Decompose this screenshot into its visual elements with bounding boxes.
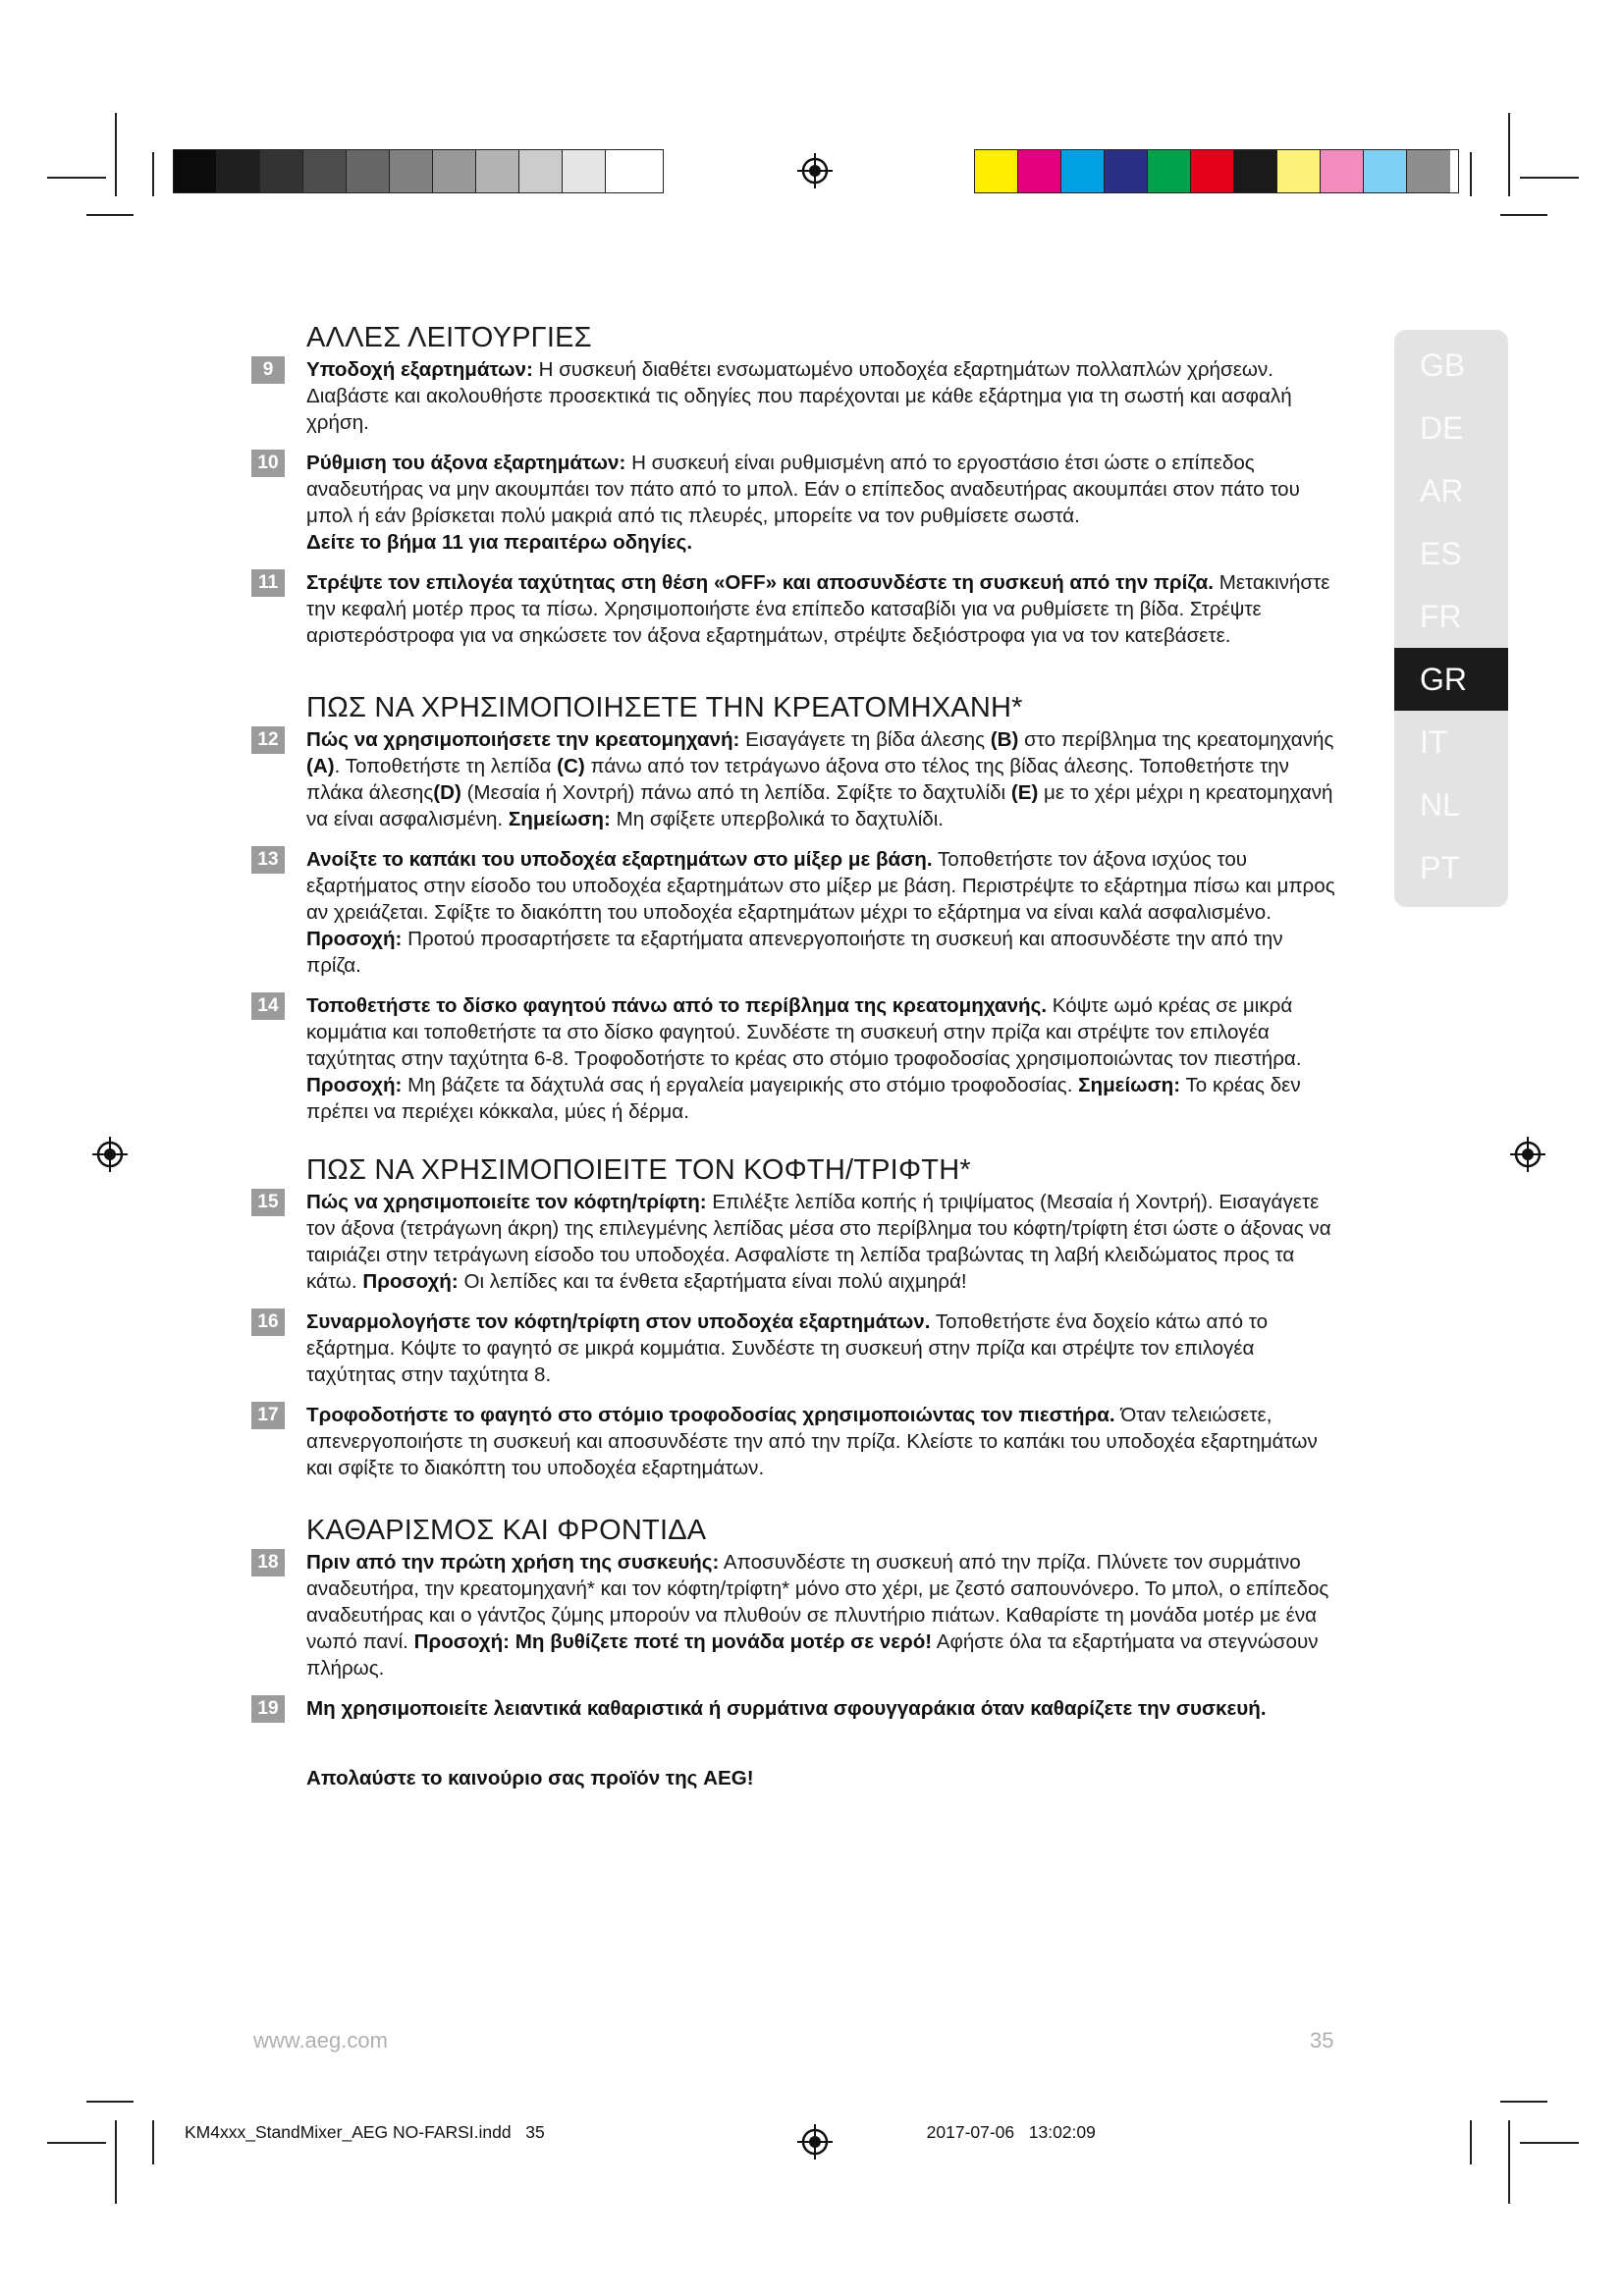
crop-mark xyxy=(1500,214,1547,216)
language-tab-es[interactable]: ES xyxy=(1420,536,1462,571)
crop-mark xyxy=(1470,2120,1472,2164)
crop-mark xyxy=(152,2120,154,2164)
crop-mark xyxy=(152,152,154,196)
crop-mark xyxy=(86,214,134,216)
crop-mark xyxy=(1470,152,1472,196)
step-number: 10 xyxy=(251,450,285,477)
language-tab-gb[interactable]: GB xyxy=(1420,347,1466,383)
color-swatch xyxy=(1321,150,1364,192)
section-heading: ΠΩΣ ΝΑ ΧΡΗΣΙΜΟΠΟΙΗΣΕΤΕ ΤΗΝ ΚΡΕΑΤΟΜΗΧΑΝΗ* xyxy=(306,692,1023,723)
gray-swatch xyxy=(606,150,649,192)
crop-mark xyxy=(1520,2142,1579,2144)
color-swatch xyxy=(1191,150,1234,192)
print-slug: KM4xxx_StandMixer_AEG NO-FARSI.indd 35 2017-07-06 13:02:09 xyxy=(185,2122,1096,2142)
crop-mark xyxy=(115,2120,117,2204)
step-number: 17 xyxy=(251,1402,285,1429)
section-heading: ΚΑΘΑΡΙΣΜΟΣ ΚΑΙ ΦΡΟΝΤΙΔΑ xyxy=(306,1515,707,1546)
footer-url[interactable]: www.aeg.com xyxy=(253,2028,388,2053)
language-tab-pt[interactable]: PT xyxy=(1420,850,1460,885)
language-tab-it[interactable]: IT xyxy=(1420,724,1448,760)
section-heading: ΠΩΣ ΝΑ ΧΡΗΣΙΜΟΠΟΙΕΙΤΕ ΤΟΝ ΚΟΦΤΗ/ΤΡΙΦΤΗ* xyxy=(306,1154,971,1186)
step-18: 18 Πριν από την πρώτη χρήση της συσκευής: Αποσυνδέστε τη συσκευή από την πρίζα. Πλύνετε τον συρμάτινο αναδευτήρα, την κρεατομηχανή* και τον κόφτη/τρίφτη* μόνο στο χέρι, με ζεστό σαπουνόνερο. Το μπολ, ο επίπεδος αναδευτήρας και ο γάντζος ζύμης μπορούν να πλυθούν σε πλυντήριο πιάτων. Καθαρίστε τη μονάδα μοτέρ με ένα νωπό πανί. Προσοχή: Μη βυθίζετε ποτέ τη μονάδα μοτέρ σε νερό! Αφήστε όλα τα εξαρτήματα να στεγνώσουν πλήρως. xyxy=(251,1549,1343,1682)
gray-swatch xyxy=(476,150,519,192)
color-bar xyxy=(974,149,1459,193)
color-swatch xyxy=(975,150,1018,192)
step-17: 17 Τροφοδοτήστε το φαγητό στο στόμιο τροφοδοσίας χρησιμοποιώντας τον πιεστήρα. Όταν τελειώσετε, απενεργοποιήστε τη συσκευή και αποσυνδέστε την από την πρίζα. Κλείστε το καπάκι του υποδοχέα εξαρτημάτων και σφίξτε το διακόπτη του υποδοχέα εξαρτημάτων. xyxy=(251,1402,1343,1481)
step-number: 14 xyxy=(251,992,285,1020)
step-14: 14 Τοποθετήστε το δίσκο φαγητού πάνω από το περίβλημα της κρεατομηχανής. Κόψτε ωμό κρέας σε μικρά κομμάτια και τοποθετήστε τα στο δίσκο φαγητού. Συνδέστε τη συσκευή στην πρίζα και στρέψτε τον επιλογέα ταχύτητας στην ταχύτητα 6-8. Τροφοδοτήστε το κρέας στο στόμιο τροφοδοσίας χρησιμοποιώντας τον πιεστήρα. Προσοχή: Μη βάζετε τα δάχτυλά σας ή εργαλεία μαγειρικής στο στόμιο τροφοδοσίας. Σημείωση: Το κρέας δεν πρέπει να περιέχει κόκκαλα, μύες ή δέρμα. xyxy=(251,992,1343,1125)
step-number: 16 xyxy=(251,1308,285,1336)
crop-mark xyxy=(1500,2101,1547,2103)
language-tab-gr[interactable]: GR xyxy=(1394,648,1508,711)
manual-content xyxy=(251,322,1343,1805)
color-swatch xyxy=(1277,150,1321,192)
color-swatch xyxy=(1061,150,1105,192)
gray-swatch xyxy=(217,150,260,192)
gray-swatch xyxy=(174,150,217,192)
step-number: 18 xyxy=(251,1549,285,1576)
gray-swatch xyxy=(303,150,347,192)
language-tab-nl[interactable]: NL xyxy=(1420,787,1460,823)
crop-mark xyxy=(1508,113,1510,196)
crop-mark xyxy=(86,2101,134,2103)
step-9: 9 Υποδοχή εξαρτημάτων: Η συσκευή διαθέτει ενσωματωμένο υποδοχέα εξαρτημάτων πολλαπλών χρήσεων. Διαβάστε και ακολουθήστε προσεκτικά τις οδηγίες που παρέχονται με κάθε εξάρτημα για τη σωστή και ασφαλή χρήση. xyxy=(251,356,1343,436)
grayscale-bar xyxy=(173,149,664,193)
registration-mark-icon xyxy=(90,1135,130,1174)
page-number: 35 xyxy=(1310,2028,1334,2053)
crop-mark xyxy=(1520,177,1579,179)
step-number: 13 xyxy=(251,846,285,874)
gray-swatch xyxy=(519,150,563,192)
step-16: 16 Συναρμολογήστε τον κόφτη/τρίφτη στον υποδοχέα εξαρτημάτων. Τοποθετήστε ένα δοχείο κάτω από το εξάρτημα. Κόψτε το φαγητό σε μικρά κομμάτια. Συνδέστε τη συσκευή στην πρίζα και στρέψτε τον επιλογέα ταχύτητας στην ταχύτητα 8. xyxy=(251,1308,1343,1388)
registration-mark-icon xyxy=(795,151,835,190)
gray-swatch xyxy=(433,150,476,192)
closing-note: Απολαύστε το καινούριο σας προϊόν της AEG! xyxy=(306,1767,754,1789)
color-swatch xyxy=(1105,150,1148,192)
color-swatch xyxy=(1364,150,1407,192)
section-heading: ΑΛΛΕΣ ΛΕΙΤΟΥΡΓΙΕΣ xyxy=(306,322,592,353)
step-number: 15 xyxy=(251,1189,285,1216)
step-10: 10 Ρύθμιση του άξονα εξαρτημάτων: Η συσκευή είναι ρυθμισμένη από το εργοστάσιο έτσι ώστε ο επίπεδος αναδευτήρας να μην ακουμπάει τον πάτο από το μπολ. Εάν ο επίπεδος αναδευτήρας ακουμπάει στον πάτο του μπολ ή εάν βρίσκεται πολύ μακριά από τις πλευρές, μπορείτε να τον ρυθμίσετε σωστά. Δείτε το βήμα 11 για περαιτέρω οδηγίες. xyxy=(251,450,1343,556)
color-swatch xyxy=(1234,150,1277,192)
color-swatch xyxy=(1018,150,1061,192)
step-number: 9 xyxy=(251,356,285,384)
step-12: 12 Πώς να χρησιμοποιήσετε την κρεατομηχανή: Εισαγάγετε τη βίδα άλεσης (B) στο περίβλημα της κρεατομηχανής (A). Τοποθετήστε τη λεπίδα (C) πάνω από τον τετράγωνο άξονα στο τέλος της βίδας άλεσης. Τοποθετήστε την πλάκα άλεσης(D) (Μεσαία ή Χοντρή) πάνω από τη λεπίδα. Σφίξτε το δαχτυλίδι (E) με το χέρι μέχρι η κρεατομηχανή να είναι ασφαλισμένη. Σημείωση: Μη σφίξετε υπερβολικά το δαχτυλίδι. xyxy=(251,726,1343,832)
crop-mark xyxy=(47,177,106,179)
language-tab-de[interactable]: DE xyxy=(1420,410,1464,446)
gray-swatch xyxy=(390,150,433,192)
step-11: 11 Στρέψτε τον επιλογέα ταχύτητας στη θέση «OFF» και αποσυνδέστε τη συσκευή από την πρίζα. Μετακινήστε την κεφαλή μοτέρ προς τα πίσω. Χρησιμοποιήστε ένα επίπεδο κατσαβίδι για να ρυθμίσετε τη βίδα. Στρέψτε αριστερόστροφα για να σηκώσετε τον άξονα εξαρτημάτων, στρέψτε δεξιόστροφα για να τον κατεβάσετε. xyxy=(251,569,1343,649)
language-tab-ar[interactable]: AR xyxy=(1420,473,1464,508)
step-number: 11 xyxy=(251,569,285,597)
crop-mark xyxy=(115,113,117,196)
color-swatch xyxy=(1407,150,1450,192)
gray-swatch xyxy=(260,150,303,192)
step-19: 19 Μη χρησιμοποιείτε λειαντικά καθαριστικά ή συρμάτινα σφουγγαράκια όταν καθαρίζετε την συσκευή. xyxy=(251,1695,1343,1722)
registration-mark-icon xyxy=(1508,1135,1547,1174)
language-tab-fr[interactable]: FR xyxy=(1420,599,1462,634)
crop-mark xyxy=(47,2142,106,2144)
step-15: 15 Πώς να χρησιμοποιείτε τον κόφτη/τρίφτη: Επιλέξτε λεπίδα κοπής ή τριψίματος (Μεσαία ή Χοντρή). Εισαγάγετε τον άξονα (τετράγωνη άκρη) της επιλεγμένης λεπίδας μέσα στο περίβλημα του κόφτη/τρίφτη έτσι ώστε ο άξονας να ταιριάζει στην τετράγωνη είσοδο του υποδοχέα. Ασφαλίστε τη λεπίδα τραβώντας τη λαβή κλειδώματος προς τα κάτω. Προσοχή: Οι λεπίδες και τα ένθετα εξαρτήματα είναι πολύ αιχμηρά! xyxy=(251,1189,1343,1295)
crop-mark xyxy=(1508,2120,1510,2204)
color-swatch xyxy=(1148,150,1191,192)
gray-swatch xyxy=(563,150,606,192)
step-number: 19 xyxy=(251,1695,285,1723)
step-13: 13 Ανοίξτε το καπάκι του υποδοχέα εξαρτημάτων στο μίξερ με βάση. Τοποθετήστε τον άξονα ισχύος του εξαρτήματος στην είσοδο του υποδοχέα εξαρτημάτων στο μίξερ με βάση. Περιστρέψτε το εξάρτημα πίσω και μπρος αν χρειάζεται. Σφίξτε το διακόπτη του υποδοχέα εξαρτημάτων μέχρι το εξάρτημα να είναι καλά ασφαλισμένο. Προσοχή: Προτού προσαρτήσετε τα εξαρτήματα απενεργοποιήστε τη συσκευή και αποσυνδέστε την από την πρίζα. xyxy=(251,846,1343,979)
gray-swatch xyxy=(347,150,390,192)
step-number: 12 xyxy=(251,726,285,754)
